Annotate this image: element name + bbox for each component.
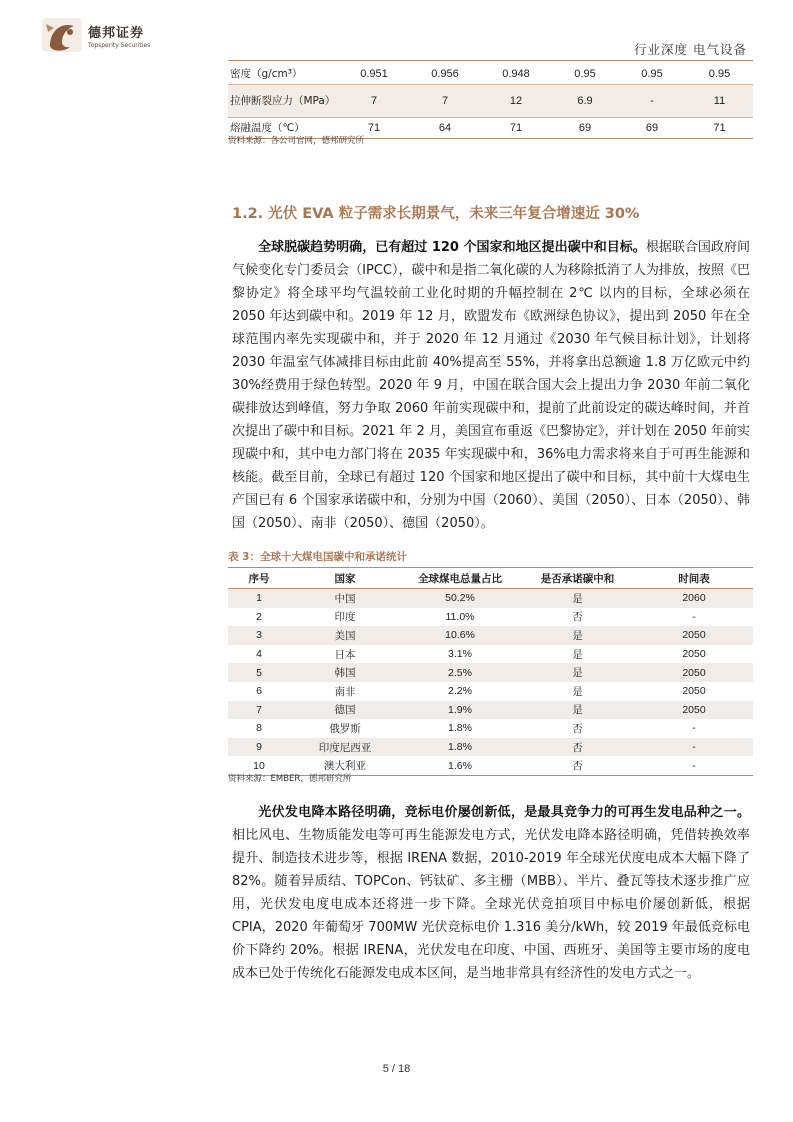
paragraph-pv-cost bbox=[232, 801, 750, 985]
coal-power-table bbox=[228, 567, 753, 776]
table-cell: 0.95 bbox=[552, 64, 618, 85]
table-cell: 是 bbox=[520, 701, 635, 720]
table1-source: 资料来源：各公司官网，德邦研究所 bbox=[228, 136, 365, 146]
table-cell: 10 bbox=[228, 756, 290, 775]
table-cell: - bbox=[635, 756, 753, 775]
table-cell: 2 bbox=[256, 610, 262, 623]
table-cell: 日本 bbox=[334, 648, 356, 661]
table-cell: 3.1% bbox=[448, 648, 472, 661]
table-cell: 9 bbox=[228, 738, 290, 757]
table-cell: 俄罗斯 bbox=[329, 722, 361, 735]
table2-title: 表 3：全球十大煤电国碳中和承诺统计 bbox=[228, 551, 407, 563]
column-header: 是否承诺碳中和 bbox=[520, 568, 635, 589]
logo-icon bbox=[40, 16, 84, 54]
logo-en-text: Topsperity Securities bbox=[88, 41, 151, 49]
table-row bbox=[228, 719, 753, 738]
table-cell: - bbox=[635, 738, 753, 757]
table-cell: 5 bbox=[228, 663, 290, 682]
table-cell: 2050 bbox=[635, 626, 753, 645]
table-cell: 6 bbox=[256, 685, 262, 698]
table-cell: 1.9% bbox=[400, 701, 520, 720]
table-cell: 是 bbox=[520, 589, 635, 608]
table-cell: 2050 bbox=[635, 701, 753, 720]
table-header-row bbox=[228, 568, 753, 589]
table-cell: 否 bbox=[572, 611, 583, 624]
table-row bbox=[228, 85, 753, 118]
report-category: 行业深度 电气设备 bbox=[634, 42, 747, 57]
table-row bbox=[228, 64, 753, 85]
table-cell: 10.6% bbox=[400, 626, 520, 645]
table-row bbox=[228, 645, 753, 664]
header-divider bbox=[228, 60, 753, 61]
table-cell: 否 bbox=[520, 756, 635, 775]
table-row bbox=[228, 589, 753, 608]
table-row bbox=[228, 626, 753, 645]
table-cell: 印度尼西亚 bbox=[290, 738, 400, 757]
table-cell: 是 bbox=[572, 685, 583, 698]
table-cell: 美国 bbox=[290, 626, 400, 645]
table-cell: 3 bbox=[228, 626, 290, 645]
row-label: 密度（g/cm³） bbox=[228, 64, 338, 85]
paragraph-carbon-neutral bbox=[232, 236, 750, 535]
table-cell: 德国 bbox=[290, 701, 400, 720]
table-cell: 71 bbox=[480, 118, 552, 139]
table-cell: 1.8% bbox=[400, 738, 520, 757]
table-cell: 否 bbox=[520, 738, 635, 757]
table-cell: 2.5% bbox=[400, 663, 520, 682]
table-cell: 否 bbox=[572, 722, 583, 735]
table-cell: 69 bbox=[618, 118, 686, 139]
table-cell: 2.2% bbox=[448, 685, 472, 698]
table-cell: 印度 bbox=[334, 611, 356, 624]
row-label: 熔融温度（℃） bbox=[228, 118, 338, 139]
table-cell: 50.2% bbox=[400, 589, 520, 608]
table-cell: 69 bbox=[552, 118, 618, 139]
page-number: 5 / 18 bbox=[382, 1063, 411, 1075]
table-cell: 11.0% bbox=[445, 610, 475, 623]
table-cell: 8 bbox=[256, 722, 262, 735]
table-cell: 0.956 bbox=[410, 64, 480, 85]
table-cell: 1 bbox=[228, 589, 290, 608]
table-cell: 2050 bbox=[682, 648, 706, 661]
table-cell: 71 bbox=[338, 118, 410, 139]
table-row bbox=[228, 701, 753, 720]
table-cell: - bbox=[618, 85, 686, 118]
table-cell: 0.95 bbox=[686, 64, 753, 85]
column-header: 国家 bbox=[290, 568, 400, 589]
table-cell: 是 bbox=[520, 626, 635, 645]
column-header: 全球煤电总量占比 bbox=[400, 568, 520, 589]
table-cell: 是 bbox=[520, 663, 635, 682]
column-header: 时间表 bbox=[635, 568, 753, 589]
table-row bbox=[228, 682, 753, 701]
table-cell: 7 bbox=[228, 701, 290, 720]
table2-source: 资料来源：EMBER，德邦研究所 bbox=[228, 774, 352, 784]
table-cell: 0.951 bbox=[338, 64, 410, 85]
paragraph-body: 根据联合国政府间气候变化专门委员会（IPCC），碳中和是指二氧化碳的人为移除抵消了人为排放，按照《巴黎协定》将全球平均气温较前工业化时期的升幅控制在 2℃ 以内的目标，全球必须在 2050 年达到碳中和。2019 年 12 月，欧盟发布《欧洲绿色协议》，提出到 2050 年在全球范围内率先实现碳中和，并于 2020 年 12 月通过《2030 年气候目标计划》，计划将 2030 年温室气体减排目标由此前 40%提高至 55%，并将拿出总额逾 1.8 万亿欧元中约 30%经费用于绿色转型。2020 年 9 月，中国在联合国大会上提出力争 2030 年前二氧化碳排放达到峰值，努力争取 2060 年前实现碳中和，提前了此前设定的碳达峰时间，并首次提出了碳中和目标。2021 年 2 月，美国宣布重返《巴黎协定》，并计划在 2050 年前实现碳中和，其中电力部门将在 2035 年实现碳中和，36%电力需求将来自于可再生能源和核能。截至目前，全球已有超过 120 个国家和地区提出了碳中和目标，其中前十大煤电生产国已有 6 个国家承诺碳中和，分别为中国（2060）、美国（2050）、日本（2050）、韩国（2050）、南非（2050）、德国（2050）。 bbox=[232, 240, 750, 531]
paragraph-lead: 光伏发电降本路径明确，竞标电价屡创新低，是最具竞争力的可再生发电品种之一。 bbox=[258, 805, 750, 820]
table-cell: 韩国 bbox=[290, 663, 400, 682]
table-cell: 中国 bbox=[290, 589, 400, 608]
table-row bbox=[228, 663, 753, 682]
table-cell: 7 bbox=[338, 85, 410, 118]
table-cell: 11 bbox=[686, 85, 753, 118]
logo-cn-text: 德邦证券 bbox=[88, 25, 145, 41]
table-cell: - bbox=[692, 610, 696, 623]
table-cell: 12 bbox=[480, 85, 552, 118]
table-cell: 1.6% bbox=[400, 756, 520, 775]
table-cell: 6.9 bbox=[552, 85, 618, 118]
table-cell: 2050 bbox=[635, 663, 753, 682]
table-cell: 南非 bbox=[334, 685, 356, 698]
table-cell: 2060 bbox=[635, 589, 753, 608]
row-label: 拉伸断裂应力（MPa） bbox=[228, 85, 338, 118]
table-cell: 是 bbox=[572, 648, 583, 661]
column-header: 序号 bbox=[228, 568, 290, 589]
paragraph-body: 相比风电、生物质能发电等可再生能源发电方式，光伏发电降本路径明确，凭借转换效率提升、制造技术进步等，根据 IRENA 数据，2010-2019 年全球光伏度电成本大幅下降了 82%。随着异质结、TOPCon、钙钛矿、多主栅（MBB）、半片、叠瓦等技术逐步推广应用，光伏发电度电成本还将进一步下降。全球光伏竞拍项目中标电价屡创新低，根据 CPIA，2020 年葡萄牙 700MW 光伏竞标电价 1.316 美分/kWh，较 2019 年最低竞标电价下降约 20%。根据 IRENA，光伏发电在印度、中国、西班牙、美国等主要市场的度电成本已处于传统化石能源发电成本区间，是当地非常具有经济性的发电方式之一。 bbox=[232, 828, 750, 981]
table-cell: 0.948 bbox=[480, 64, 552, 85]
table-cell: 1.8% bbox=[448, 722, 472, 735]
table-cell: 64 bbox=[410, 118, 480, 139]
table-cell: - bbox=[692, 722, 696, 735]
table-cell: 澳大利亚 bbox=[290, 756, 400, 775]
table-row bbox=[228, 738, 753, 757]
material-properties-table bbox=[228, 64, 753, 139]
table-cell: 71 bbox=[686, 118, 753, 139]
paragraph-lead: 全球脱碳趋势明确，已有超过 120 个国家和地区提出碳中和目标。 bbox=[258, 240, 646, 255]
table-row bbox=[228, 608, 753, 627]
section-heading: 1.2. 光伏 EVA 粒子需求长期景气，未来三年复合增速近 30% bbox=[232, 206, 640, 222]
table-cell: 7 bbox=[410, 85, 480, 118]
table-cell: 4 bbox=[256, 648, 262, 661]
table-cell: 2050 bbox=[682, 685, 706, 698]
company-logo bbox=[40, 16, 150, 54]
table-cell: 0.95 bbox=[618, 64, 686, 85]
